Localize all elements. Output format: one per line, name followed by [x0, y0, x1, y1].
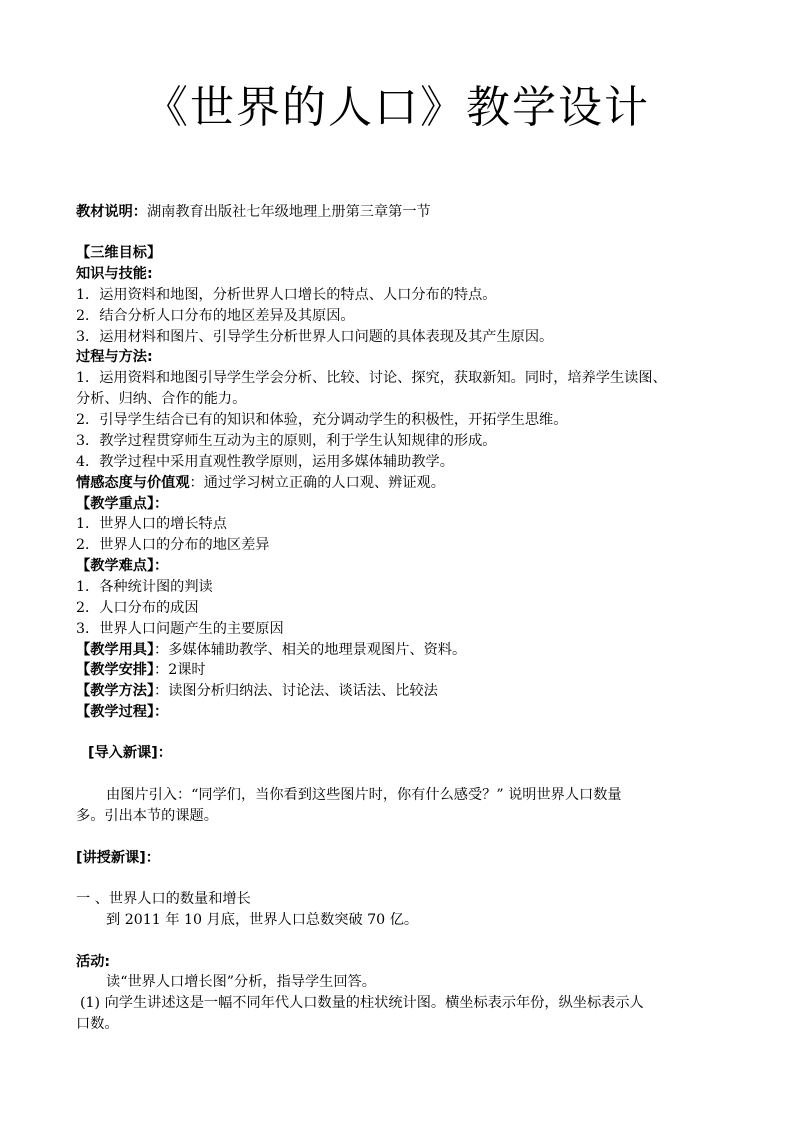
lecture-label: [讲授新课]：: [76, 850, 160, 866]
knowledge-item-2: 2．结合分析人口分布的地区差异及其原因。: [76, 308, 355, 324]
procedure-header: [76, 702, 168, 722]
key-points-header: [76, 494, 168, 514]
methods-label: 【教学方法】: [76, 683, 155, 699]
procedure-colon: ：: [154, 704, 169, 720]
process-item-3: 3．教学过程贯穿师生互动为主的原则，利于学生认知规律的形成。: [76, 433, 497, 449]
procedure-label: 【教学过程】: [76, 704, 155, 720]
difficulties-header: [76, 556, 168, 576]
difficulty-3: 3．世界人口问题产生的主要原因: [76, 621, 284, 637]
knowledge-label: 知识与技能:: [76, 266, 153, 282]
difficulties-label: 【教学难点】: [76, 558, 155, 574]
key-point-1: 1．世界人口的增长特点: [76, 516, 227, 532]
difficulty-2: 2．人口分布的成因: [76, 600, 199, 616]
process-item-1-cont: 分析、归纳、合作的能力。: [76, 391, 247, 407]
key-points-colon: ：: [154, 496, 169, 512]
section-1-heading: 一 、世界人口的数量和增长: [76, 891, 251, 907]
activity-line-2: (1) 向学生讲述这是一幅不同年代人口数量的柱状统计图。横坐标表示年份，纵坐标表示人: [80, 995, 644, 1011]
process-item-1: 1．运用资料和地图引导学生学会分析、比较、讨论、探究，获取新知。同时，培养学生读图、: [76, 370, 667, 386]
intro-label: [导入新课]：: [88, 745, 172, 761]
material-text: 湖南教育出版社七年级地理上册第三章第一节: [146, 204, 431, 220]
tools-label: 【教学用具】: [76, 642, 155, 658]
schedule-text: ：2课时: [154, 662, 206, 678]
process-item-2: 2．引导学生结合已有的知识和体验，充分调动学生的积极性，开拓学生思维。: [76, 412, 568, 428]
process-item-4: 4．教学过程中采用直观性教学原则，运用多媒体辅助教学。: [76, 454, 454, 470]
schedule-label: 【教学安排】: [76, 662, 155, 678]
process-label: 过程与方法:: [76, 349, 153, 365]
goals-header: 【三维目标】: [76, 245, 162, 261]
emotion-text: ：通过学习树立正确的人口观、辨证观。: [189, 475, 445, 491]
population-fact: 到 2011 年 10 月底，世界人口总数突破 70 亿。: [106, 912, 419, 928]
document-title: 《世界的人口》教学设计: [144, 82, 650, 133]
methods-text: ：读图分析归纳法、讨论法、谈话法、比较法: [154, 683, 438, 699]
material-label: 教材说明：: [76, 204, 147, 220]
knowledge-item-1: 1．运用资料和地图，分析世界人口增长的特点、人口分布的特点。: [76, 287, 497, 303]
activity-line-3: 口数。: [76, 1016, 119, 1032]
intro-line-1: 由图片引入：“同学们，当你看到这些图片时，你有什么感受？” 说明世界人口数量: [106, 787, 622, 803]
difficulties-colon: ：: [154, 558, 169, 574]
schedule-line: [76, 660, 206, 680]
intro-line-2: 多。引出本节的课题。: [76, 808, 218, 824]
material-line: [76, 202, 431, 222]
tools-line: [76, 640, 466, 660]
activity-label: 活动:: [76, 954, 111, 970]
tools-text: ：多媒体辅助教学、相关的地理景观图片、资料。: [154, 642, 467, 658]
emotion-line: [76, 473, 445, 493]
key-point-2: 2．世界人口的分布的地区差异: [76, 537, 270, 553]
difficulty-1: 1．各种统计图的判读: [76, 579, 213, 595]
activity-line-1: 读“世界人口增长图”分析，指导学生回答。: [106, 974, 376, 990]
knowledge-item-3: 3．运用材料和图片、引导学生分析世界人口问题的具体表现及其产生原因。: [76, 329, 554, 345]
emotion-label: 情感态度与价值观: [76, 475, 190, 491]
key-points-label: 【教学重点】: [76, 496, 155, 512]
methods-line: [76, 681, 438, 701]
